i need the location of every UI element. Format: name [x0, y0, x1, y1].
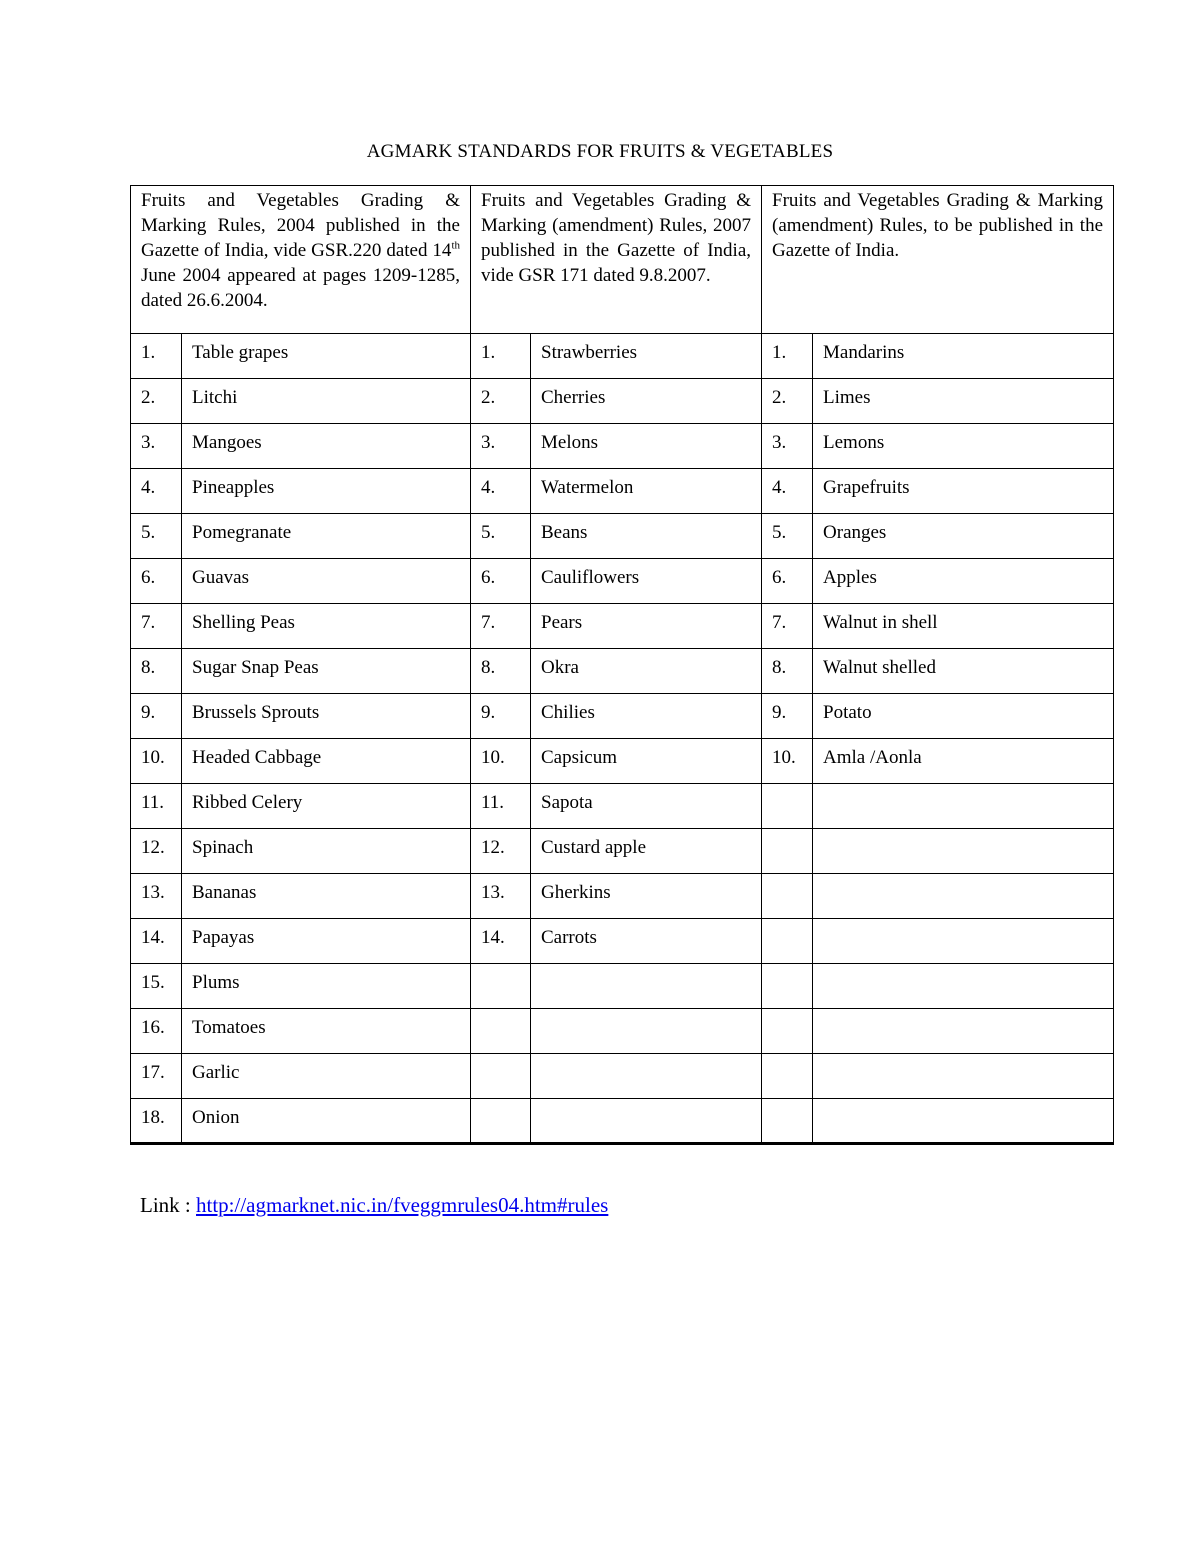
item-name [813, 829, 1114, 874]
item-number [471, 1099, 531, 1144]
item-name [531, 1009, 762, 1054]
item-number: 12. [471, 829, 531, 874]
item-name: Walnut in shell [813, 604, 1114, 649]
table-row [131, 739, 1114, 784]
item-name: Ribbed Celery [182, 784, 471, 829]
item-number: 2. [471, 379, 531, 424]
table-row [131, 469, 1114, 514]
item-name: Headed Cabbage [182, 739, 471, 784]
item-number: 1. [131, 334, 182, 379]
item-name: Plums [182, 964, 471, 1009]
table-row [131, 1009, 1114, 1054]
item-name: Strawberries [531, 334, 762, 379]
item-number: 16. [131, 1009, 182, 1054]
item-name: Carrots [531, 919, 762, 964]
item-number: 3. [131, 424, 182, 469]
item-name: Potato [813, 694, 1114, 739]
item-number: 11. [471, 784, 531, 829]
item-number: 5. [131, 514, 182, 559]
item-number [762, 874, 813, 919]
table-row [131, 964, 1114, 1009]
table-row [131, 829, 1114, 874]
item-name [813, 1099, 1114, 1144]
item-number: 9. [131, 694, 182, 739]
table-row [131, 784, 1114, 829]
item-number [762, 919, 813, 964]
item-name: Okra [531, 649, 762, 694]
item-number: 17. [131, 1054, 182, 1099]
table-row [131, 649, 1114, 694]
item-number: 11. [131, 784, 182, 829]
item-number: 13. [131, 874, 182, 919]
item-name [531, 964, 762, 1009]
item-number: 5. [762, 514, 813, 559]
item-number: 1. [762, 334, 813, 379]
item-name [813, 964, 1114, 1009]
item-name: Watermelon [531, 469, 762, 514]
item-name: Pomegranate [182, 514, 471, 559]
item-name: Amla /Aonla [813, 739, 1114, 784]
item-name [531, 1099, 762, 1144]
item-number [471, 1054, 531, 1099]
item-number [762, 784, 813, 829]
item-number: 7. [762, 604, 813, 649]
item-name [531, 1054, 762, 1099]
table-row [131, 559, 1114, 604]
item-name: Shelling Peas [182, 604, 471, 649]
item-name: Tomatoes [182, 1009, 471, 1054]
item-name: Table grapes [182, 334, 471, 379]
table-row [131, 334, 1114, 379]
item-name: Melons [531, 424, 762, 469]
item-name [813, 919, 1114, 964]
item-number: 18. [131, 1099, 182, 1144]
item-name [813, 874, 1114, 919]
item-name: Litchi [182, 379, 471, 424]
item-number [762, 1099, 813, 1144]
item-name: Cherries [531, 379, 762, 424]
column-header-2007-amendment: Fruits and Vegetables Grading & Marking (amendment) Rules, 2007 published in the Gazette of India, vide GSR 171 dated 9.8.2007. [471, 186, 762, 334]
table-row [131, 1099, 1114, 1144]
item-name: Mangoes [182, 424, 471, 469]
item-name: Sugar Snap Peas [182, 649, 471, 694]
item-name: Limes [813, 379, 1114, 424]
item-number: 13. [471, 874, 531, 919]
item-name: Guavas [182, 559, 471, 604]
item-number: 10. [762, 739, 813, 784]
item-number: 12. [131, 829, 182, 874]
item-name: Apples [813, 559, 1114, 604]
item-name: Mandarins [813, 334, 1114, 379]
item-number [762, 1054, 813, 1099]
item-name: Papayas [182, 919, 471, 964]
table-row [131, 694, 1114, 739]
standards-table [130, 185, 1114, 1145]
table-row [131, 1054, 1114, 1099]
item-number [471, 1009, 531, 1054]
item-number: 4. [471, 469, 531, 514]
item-name: Bananas [182, 874, 471, 919]
item-number [471, 964, 531, 1009]
item-number: 8. [131, 649, 182, 694]
item-name: Spinach [182, 829, 471, 874]
item-name [813, 784, 1114, 829]
item-number: 6. [471, 559, 531, 604]
table-row [131, 379, 1114, 424]
item-number: 15. [131, 964, 182, 1009]
item-name [813, 1009, 1114, 1054]
table-row [131, 874, 1114, 919]
source-link-line [140, 1193, 608, 1218]
item-name: Walnut shelled [813, 649, 1114, 694]
item-number: 10. [131, 739, 182, 784]
item-name: Brussels Sprouts [182, 694, 471, 739]
item-number [762, 964, 813, 1009]
column-header-future-amendment: Fruits and Vegetables Grading & Marking (amendment) Rules, to be published in the Gazette of India. [762, 186, 1114, 334]
item-number: 10. [471, 739, 531, 784]
table-row [131, 604, 1114, 649]
document-title: AGMARK STANDARDS FOR FRUITS & VEGETABLES [366, 141, 834, 162]
item-name [813, 1054, 1114, 1099]
item-number: 7. [471, 604, 531, 649]
item-name: Gherkins [531, 874, 762, 919]
item-name: Cauliflowers [531, 559, 762, 604]
item-name: Oranges [813, 514, 1114, 559]
item-number: 14. [471, 919, 531, 964]
item-number [762, 1009, 813, 1054]
item-number: 8. [471, 649, 531, 694]
item-number [762, 829, 813, 874]
item-number: 4. [131, 469, 182, 514]
item-number: 6. [762, 559, 813, 604]
item-name: Capsicum [531, 739, 762, 784]
item-name: Garlic [182, 1054, 471, 1099]
item-name: Sapota [531, 784, 762, 829]
item-number: 4. [762, 469, 813, 514]
table-row [131, 424, 1114, 469]
item-number: 1. [471, 334, 531, 379]
item-name: Custard apple [531, 829, 762, 874]
item-name: Pears [531, 604, 762, 649]
item-number: 2. [762, 379, 813, 424]
link-label: Link : [140, 1193, 196, 1217]
item-name: Grapefruits [813, 469, 1114, 514]
item-number: 9. [762, 694, 813, 739]
item-number: 2. [131, 379, 182, 424]
item-number: 8. [762, 649, 813, 694]
item-number: 9. [471, 694, 531, 739]
item-number: 3. [471, 424, 531, 469]
item-name: Chilies [531, 694, 762, 739]
item-name: Onion [182, 1099, 471, 1144]
item-name: Pineapples [182, 469, 471, 514]
item-number: 3. [762, 424, 813, 469]
column-header-2004-rules: Fruits and Vegetables Grading & Marking Rules, 2004 published in the Gazette of India, vide GSR.220 dated 14th June 2004 appeared at pages 1209-1285, dated 26.6.2004. [131, 186, 471, 334]
item-name: Beans [531, 514, 762, 559]
item-name: Lemons [813, 424, 1114, 469]
table-row [131, 919, 1114, 964]
table-row [131, 514, 1114, 559]
item-number: 14. [131, 919, 182, 964]
item-number: 6. [131, 559, 182, 604]
table-header-row [131, 186, 1114, 334]
item-number: 5. [471, 514, 531, 559]
item-number: 7. [131, 604, 182, 649]
source-link[interactable]: http://agmarknet.nic.in/fveggmrules04.htm#rules [196, 1193, 609, 1217]
